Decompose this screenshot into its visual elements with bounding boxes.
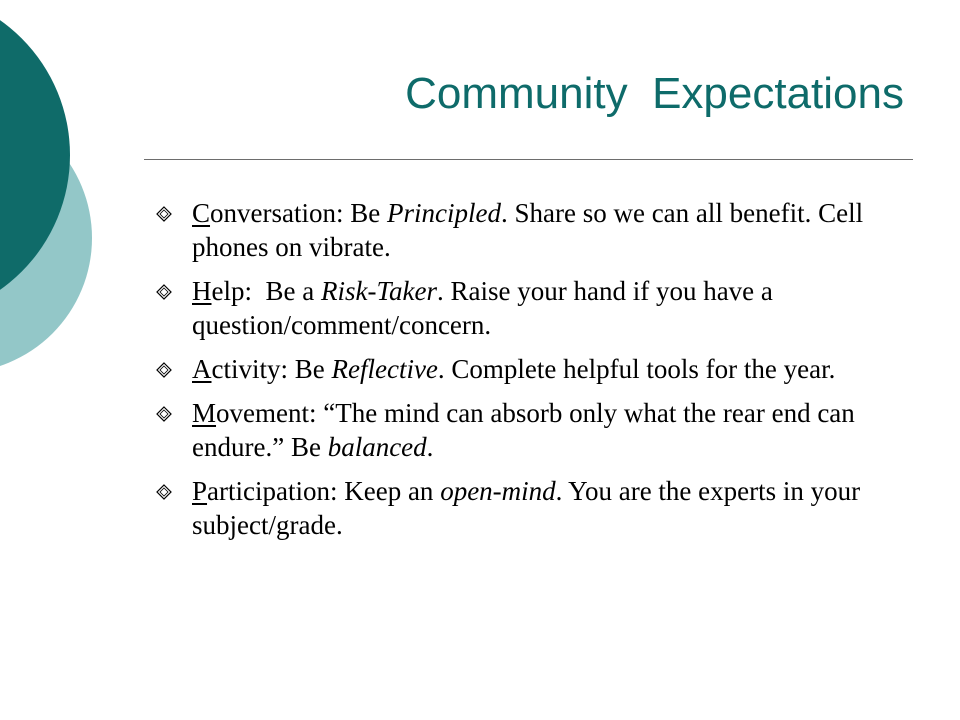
bullet-emphasis: Risk-Taker [320, 276, 437, 306]
bullet-emphasis: balanced [327, 432, 427, 462]
bullet-term-rest: onversation: [210, 198, 344, 228]
bullet-text: Keep an [337, 476, 441, 506]
title-divider [144, 159, 913, 160]
bullet-term-rest: ovement: [216, 398, 317, 428]
bullet-term-initial: C [192, 198, 211, 228]
bullet-text: : Be a [244, 276, 321, 306]
bullet-text: . [426, 432, 434, 462]
bullet-term [192, 276, 245, 306]
bullet-term-rest: articipation: [207, 476, 338, 506]
bullet-text: . You are the experts in your subject/grade. [192, 476, 861, 540]
hollow-diamond-icon [156, 284, 172, 300]
bullet-text: . Complete helpful tools for the year. [437, 354, 836, 384]
bullet-term-rest: elp [211, 276, 245, 306]
bullet-text: Be [343, 198, 387, 228]
bullet-item-conversation [156, 196, 916, 264]
bullet-term [192, 354, 288, 384]
bullet-text: . Share so we can all benefit. Cell phones on vibrate. [192, 198, 864, 262]
bullet-term-initial: A [192, 354, 212, 384]
bullet-item-activity [156, 352, 916, 386]
hollow-diamond-icon [156, 362, 172, 378]
bullet-list [156, 196, 916, 552]
bullet-term-initial: H [192, 276, 212, 306]
bullet-emphasis: Reflective [331, 354, 438, 384]
bullet-item-movement [156, 396, 916, 464]
hollow-diamond-icon [156, 206, 172, 222]
bullet-item-help [156, 274, 916, 342]
hollow-diamond-icon [156, 406, 172, 422]
bullet-text: Be [288, 354, 332, 384]
bullet-term [192, 198, 344, 228]
bullet-text: . Raise your hand if you have a question/comment/concern. [192, 276, 773, 340]
bullet-emphasis: open-mind [440, 476, 556, 506]
bullet-term [192, 476, 337, 506]
hollow-diamond-icon [156, 484, 172, 500]
bullet-term [192, 398, 317, 428]
bullet-term-rest: ctivity: [211, 354, 288, 384]
bullet-term-initial: P [192, 476, 208, 506]
bullet-item-participation [156, 474, 916, 542]
slide-title: Community Expectations [405, 69, 904, 118]
bullet-emphasis: Principled [387, 198, 501, 228]
bullet-text: “The mind can absorb only what the rear end can endure.” Be [192, 398, 855, 462]
bullet-term-initial: M [192, 398, 217, 428]
